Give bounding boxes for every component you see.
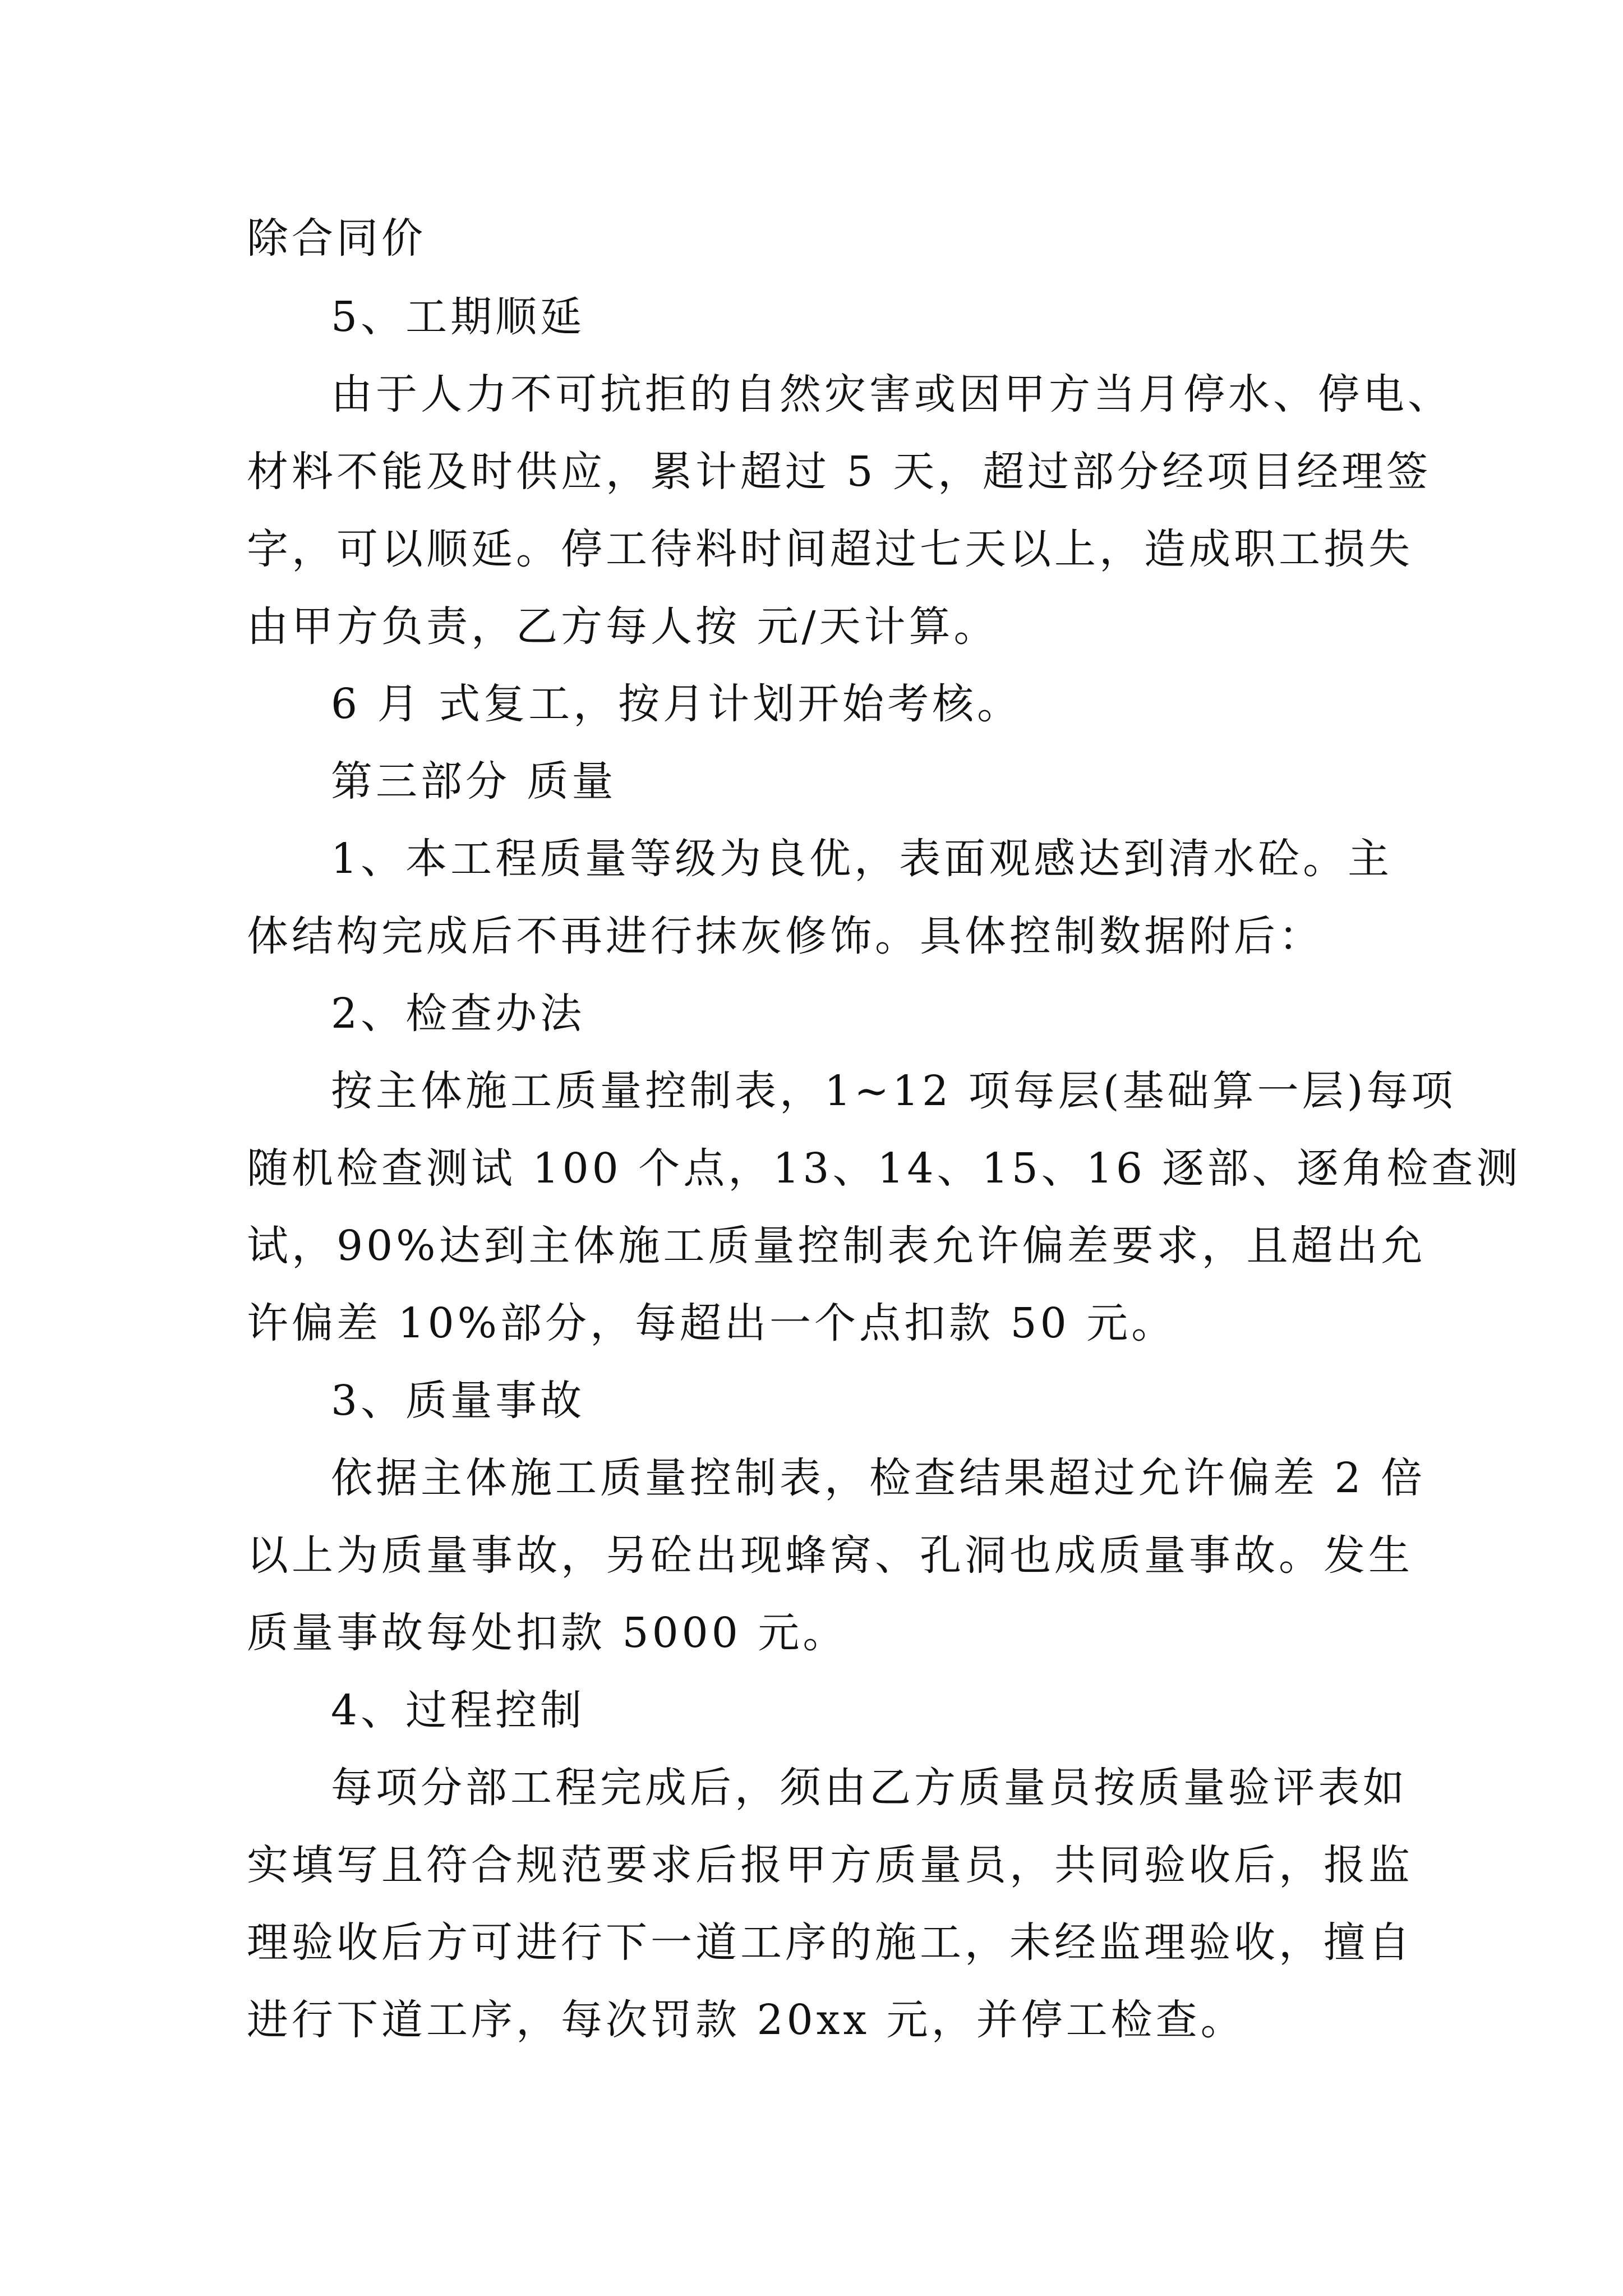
section-heading-inspection: 2、检查办法 xyxy=(331,990,585,1038)
section-heading-schedule-extension: 5、工期顺延 xyxy=(331,293,585,341)
text-line-21: 每项分部工程完成后，须由乙方质量员按质量验评表如 xyxy=(331,1764,1408,1812)
text-line-5: 字，可以顺延。停工待料时间超过七天以上，造成职工损失 xyxy=(247,525,1413,573)
text-line-3: 由于人力不可抗拒的自然灾害或因甲方当月停水、停电、 xyxy=(331,370,1453,418)
text-line-12: 按主体施工质量控制表，1~12 项每层(基础算一层)每项 xyxy=(331,1067,1456,1115)
text-line-1: 除合同价 xyxy=(247,214,426,263)
text-line-15: 许偏差 10%部分，每超出一个点扣款 50 元。 xyxy=(247,1299,1177,1347)
section-heading-process-control: 4、过程控制 xyxy=(331,1686,585,1734)
text-line-18: 以上为质量事故，另砼出现蜂窝、孔洞也成质量事故。发生 xyxy=(247,1531,1413,1580)
text-line-13: 随机检查测试 100 个点，13、14、15、16 逐部、逐角检查测 xyxy=(247,1144,1521,1193)
text-line-7: 6 月 式复工，按月计划开始考核。 xyxy=(331,680,1022,728)
section-heading-quality-accident: 3、质量事故 xyxy=(331,1377,585,1425)
text-line-17: 依据主体施工质量控制表，检查结果超过允许偏差 2 倍 xyxy=(331,1454,1426,1502)
text-line-24: 进行下道工序，每次罚款 20xx 元，并停工检查。 xyxy=(247,1996,1246,2044)
text-line-6: 由甲方负责，乙方每人按 元/天计算。 xyxy=(247,602,999,651)
text-line-14: 试，90%达到主体施工质量控制表允许偏差要求，且超出允 xyxy=(247,1222,1426,1270)
text-line-10: 体结构完成后不再进行抹灰修饰。具体控制数据附后： xyxy=(247,912,1324,960)
text-line-23: 理验收后方可进行下一道工序的施工，未经监理验收，擅自 xyxy=(247,1918,1413,1967)
part-heading-quality: 第三部分 质量 xyxy=(331,757,617,806)
text-line-19: 质量事故每处扣款 5000 元。 xyxy=(247,1609,848,1657)
text-line-22: 实填写且符合规范要求后报甲方质量员，共同验收后，报监 xyxy=(247,1841,1413,1889)
text-line-9: 1、本工程质量等级为良优，表面观感达到清水砼。主 xyxy=(331,835,1393,883)
text-line-4: 材料不能及时供应，累计超过 5 天，超过部分经项目经理签 xyxy=(247,448,1432,496)
